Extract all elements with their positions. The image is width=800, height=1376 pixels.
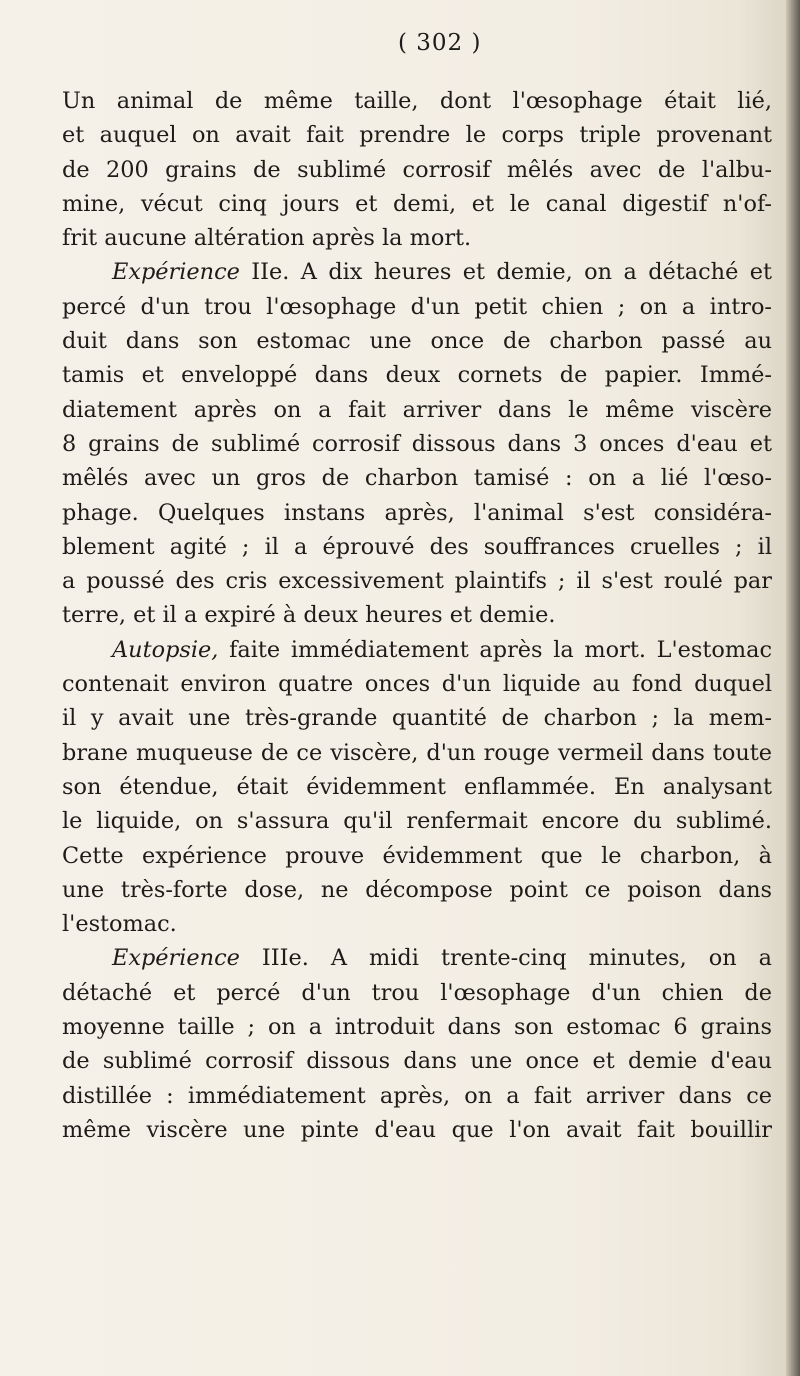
line-text: faite immédiatement après la mort. L'estomac [218, 636, 772, 663]
text-line [62, 461, 772, 495]
line-text: phage. Quelques instans après, l'animal s'est considéra- [62, 499, 772, 526]
text-line [62, 564, 772, 598]
text-line [62, 187, 772, 221]
line-text: Cette expérience prouve évidemment que le charbon, à [62, 842, 772, 869]
text-line [62, 907, 772, 941]
line-text: brane muqueuse de ce viscère, d'un rouge vermeil dans toute [62, 739, 772, 766]
line-text: une très-forte dose, ne décompose point ce poison dans [62, 876, 772, 903]
text-line [62, 770, 772, 804]
line-text: mine, vécut cinq jours et demi, et le canal digestif n'of- [62, 190, 772, 217]
line-text: blement agité ; il a éprouvé des souffrances cruelles ; il [62, 533, 772, 560]
line-text: Un animal de même taille, dont l'œsophage était lié, [62, 88, 772, 114]
line-text: diatement après on a fait arriver dans le même viscère [62, 396, 772, 423]
line-text: son étendue, était évidemment enflammée. En analysant [62, 773, 772, 800]
text-line [62, 633, 772, 667]
line-text: frit aucune altération après la mort. [62, 225, 472, 252]
line-text: terre, et il a expiré à deux heures et demie. [62, 602, 556, 629]
text-line [62, 839, 772, 873]
text-line [62, 530, 772, 564]
text-line [62, 1044, 772, 1078]
text-line [62, 1079, 772, 1113]
text-line [62, 358, 772, 392]
text-line [62, 1113, 772, 1147]
line-text: détaché et percé d'un trou l'œsophage d'un chien de [62, 979, 772, 1006]
line-text: mêlés avec un gros de charbon tamisé : on a lié l'œso- [62, 465, 772, 492]
text-line [62, 804, 772, 838]
text-line [62, 667, 772, 701]
line-text: distillée : immédiatement après, on a fait arriver dans ce [62, 1082, 772, 1109]
line-text: et auquel on avait fait prendre le corps triple provenant [62, 122, 772, 149]
line-text: de sublimé corrosif dissous dans une once et demie d'eau [62, 1048, 772, 1075]
line-text: contenait environ quatre onces d'un liquide au fond duquel [62, 671, 772, 698]
text-line [62, 393, 772, 427]
line-text: l'estomac. [62, 911, 177, 938]
text-line [62, 598, 772, 632]
line-text: même viscère une pinte d'eau que l'on avait fait bouillir [62, 1116, 772, 1143]
text-line [62, 1010, 772, 1044]
text-line [62, 873, 772, 907]
text-line [62, 290, 772, 324]
line-text: IIe. A dix heures et demie, on a détaché et [239, 259, 772, 286]
page-edge [786, 0, 800, 1376]
text-line [62, 941, 772, 975]
page-number: ( 302 ) [398, 30, 482, 56]
text-line [62, 736, 772, 770]
line-text: tamis et enveloppé dans deux cornets de papier. Immé- [62, 362, 772, 389]
line-text: percé d'un trou l'œsophage d'un petit chien ; on a intro- [62, 293, 772, 320]
line-text: le liquide, on s'assura qu'il renfermait encore du sublimé. [62, 808, 772, 835]
text-line [62, 118, 772, 152]
line-text: il y avait une très-grande quantité de charbon ; la mem- [62, 705, 772, 732]
line-text: 8 grains de sublimé corrosif dissous dans 3 onces d'eau et [62, 430, 772, 457]
text-line [62, 255, 772, 289]
italic-heading: Expérience [112, 945, 240, 972]
text-line [62, 496, 772, 530]
italic-heading: Expérience [112, 259, 240, 286]
text-line [62, 324, 772, 358]
text-line [62, 221, 772, 255]
line-text: IIIe. A midi trente-cinq minutes, on a [239, 945, 772, 972]
body-text [62, 84, 772, 1147]
line-text: a poussé des cris excessivement plaintifs ; il s'est roulé par [62, 568, 772, 595]
text-line [62, 427, 772, 461]
line-text: duit dans son estomac une once de charbon passé au [62, 328, 772, 355]
text-line [62, 701, 772, 735]
text-line [62, 976, 772, 1010]
italic-heading: Autopsie, [112, 636, 219, 663]
text-line [62, 153, 772, 187]
text-line [62, 84, 772, 118]
line-text: de 200 grains de sublimé corrosif mêlés avec de l'albu- [62, 156, 772, 183]
line-text: moyenne taille ; on a introduit dans son estomac 6 grains [62, 1014, 772, 1041]
